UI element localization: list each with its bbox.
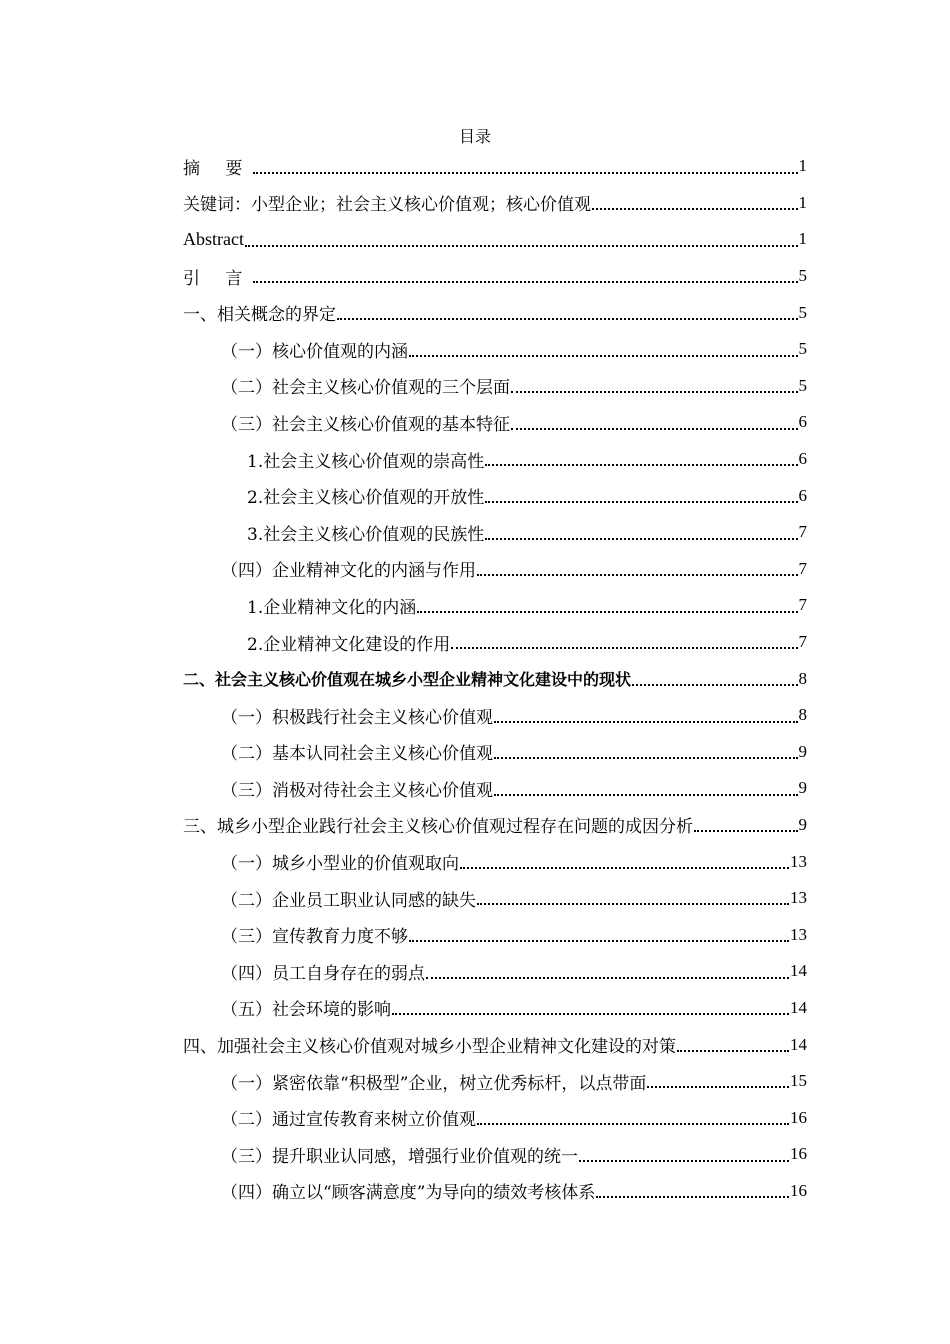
toc-entry-section	[183, 990, 807, 1027]
toc-page-number: 13	[790, 888, 807, 908]
toc-page-number: 14	[790, 961, 807, 981]
toc-entry-text: （一）积极践行社会主义核心价值观	[221, 707, 493, 728]
toc-page-number: 9	[798, 778, 807, 798]
toc-entry-text: Abstract	[183, 228, 244, 249]
toc-entry-text: （二）企业员工职业认同感的缺失	[221, 890, 476, 911]
toc-page-number: 13	[790, 851, 807, 871]
toc-page-number: 6	[798, 485, 807, 505]
toc-page-number: 15	[790, 1071, 807, 1091]
toc-page-number: 5	[798, 339, 807, 359]
toc-entry-text: 1.社会主义核心价值观的崇高性	[247, 451, 485, 472]
toc-entry-text: 四、加强社会主义核心价值观对城乡小型企业精神文化建设的对策	[183, 1037, 676, 1058]
dot-leader	[337, 317, 798, 320]
toc-entry-text: （三）提升职业认同感，增强行业价值观的统一	[221, 1146, 578, 1167]
dot-leader	[694, 829, 798, 832]
dot-leader	[409, 354, 798, 357]
toc-page-number: 5	[798, 375, 807, 395]
toc-entry-section	[183, 1063, 807, 1100]
toc-entry-text: 关键词：小型企业；社会主义核心价值观；核心价值观	[183, 195, 591, 216]
table-of-contents	[183, 148, 807, 1209]
toc-entry-abstract-cn	[183, 148, 807, 185]
toc-page-number: 14	[790, 997, 807, 1017]
toc-entry-subsection	[183, 477, 807, 514]
toc-entry-text: 2.企业精神文化建设的作用	[247, 634, 451, 655]
toc-page-number: 9	[798, 741, 807, 761]
toc-entry-text: 二、社会主义核心价值观在城乡小型企业精神文化建设中的现状	[183, 670, 632, 690]
toc-page-number: 7	[798, 522, 807, 542]
toc-entry-section	[183, 880, 807, 917]
toc-entry-text: （四）企业精神文化的内涵与作用	[221, 561, 476, 582]
dot-leader	[511, 427, 798, 430]
dot-leader	[485, 500, 797, 503]
toc-entry-section	[183, 1136, 807, 1173]
toc-page-number: 16	[790, 1144, 807, 1164]
dot-leader	[677, 1049, 789, 1052]
dot-leader	[647, 1085, 789, 1088]
toc-page-number: 9	[798, 814, 807, 834]
toc-page-number: 5	[798, 302, 807, 322]
toc-entry-text: （五）社会环境的影响	[221, 1000, 391, 1021]
toc-entry-section	[183, 697, 807, 734]
toc-entry-text: （二）通过宣传教育来树立价值观	[221, 1110, 476, 1131]
dot-leader	[494, 756, 798, 759]
toc-entry-text: （一）紧密依靠“积极型”企业，树立优秀标杆，以点带面	[221, 1073, 647, 1094]
dot-leader	[392, 1012, 789, 1015]
toc-entry-text: （一）城乡小型业的价值观取向	[221, 854, 459, 875]
toc-entry-text: 三、城乡小型企业践行社会主义核心价值观过程存在问题的成因分析	[183, 817, 693, 838]
dot-leader	[477, 902, 789, 905]
dot-leader	[477, 1122, 789, 1125]
toc-entry-section	[183, 1173, 807, 1210]
toc-entry-subsection	[183, 514, 807, 551]
toc-page-number: 7	[798, 595, 807, 615]
toc-page-number: 8	[798, 668, 807, 688]
toc-entry-text: （四）确立以“顾客满意度”为导向的绩效考核体系	[221, 1183, 596, 1204]
toc-entry-section	[183, 734, 807, 771]
toc-entry-text: 1.企业精神文化的内涵	[247, 597, 417, 618]
toc-entry-section	[183, 770, 807, 807]
toc-page-number: 14	[790, 1034, 807, 1054]
toc-entry-section	[183, 368, 807, 405]
toc-entry-text: 引 言	[183, 268, 253, 289]
toc-entry-text: 2.社会主义核心价值观的开放性	[247, 488, 485, 509]
toc-title: 目录	[458, 127, 491, 146]
toc-entry-subsection	[183, 441, 807, 478]
toc-entry-text: （三）社会主义核心价值观的基本特征	[221, 414, 510, 435]
toc-page-number: 1	[798, 156, 807, 176]
toc-entry-text: （二）基本认同社会主义核心价值观	[221, 744, 493, 765]
toc-page-number: 7	[798, 632, 807, 652]
dot-leader	[485, 537, 797, 540]
toc-entry-section	[183, 916, 807, 953]
toc-page-number: 16	[790, 1107, 807, 1127]
toc-entry-text: （二）社会主义核心价值观的三个层面	[221, 378, 510, 399]
toc-entry-section	[183, 843, 807, 880]
toc-page-number: 13	[790, 924, 807, 944]
dot-leader	[417, 610, 797, 613]
toc-entry-chapter-1	[183, 294, 807, 331]
toc-entry-subsection	[183, 624, 807, 661]
toc-entry-text: 摘 要	[183, 158, 253, 179]
toc-entry-chapter-3	[183, 807, 807, 844]
toc-page-number: 5	[798, 266, 807, 286]
toc-entry-text: 一、相关概念的界定	[183, 305, 336, 326]
toc-entry-section	[183, 953, 807, 990]
toc-entry-section	[183, 331, 807, 368]
dot-leader	[460, 866, 789, 869]
toc-entry-text: （三）消极对待社会主义核心价值观	[221, 780, 493, 801]
dot-leader	[579, 1159, 789, 1162]
dot-leader	[253, 171, 797, 174]
toc-entry-section	[183, 404, 807, 441]
toc-entry-chapter-2	[183, 660, 807, 697]
toc-page-number: 16	[790, 1180, 807, 1200]
toc-page-number: 6	[798, 412, 807, 432]
dot-leader	[592, 207, 798, 210]
toc-page-number: 6	[798, 449, 807, 469]
dot-leader	[494, 720, 798, 723]
toc-entry-text: 3.社会主义核心价值观的民族性	[247, 524, 485, 545]
dot-leader	[632, 683, 797, 686]
toc-entry-introduction	[183, 258, 807, 295]
toc-entry-section	[183, 1099, 807, 1136]
dot-leader	[477, 573, 798, 576]
toc-entry-chapter-4	[183, 1026, 807, 1063]
toc-page-number: 1	[798, 229, 807, 249]
dot-leader	[494, 793, 798, 796]
toc-page-number: 7	[798, 558, 807, 578]
toc-entry-keywords	[183, 185, 807, 222]
dot-leader	[426, 976, 789, 979]
toc-entry-abstract-en	[183, 221, 807, 258]
dot-leader	[245, 244, 798, 247]
dot-leader	[253, 280, 797, 283]
dot-leader	[451, 646, 797, 649]
toc-entry-text: （一）核心价值观的内涵	[221, 341, 408, 362]
dot-leader	[511, 390, 798, 393]
dot-leader	[596, 1195, 789, 1198]
toc-page-number: 1	[798, 192, 807, 212]
toc-entry-section	[183, 551, 807, 588]
toc-entry-subsection	[183, 587, 807, 624]
toc-entry-text: （四）员工自身存在的弱点	[221, 963, 425, 984]
toc-entry-text: （三）宣传教育力度不够	[221, 927, 408, 948]
dot-leader	[485, 463, 797, 466]
dot-leader	[409, 939, 789, 942]
toc-page-number: 8	[798, 705, 807, 725]
